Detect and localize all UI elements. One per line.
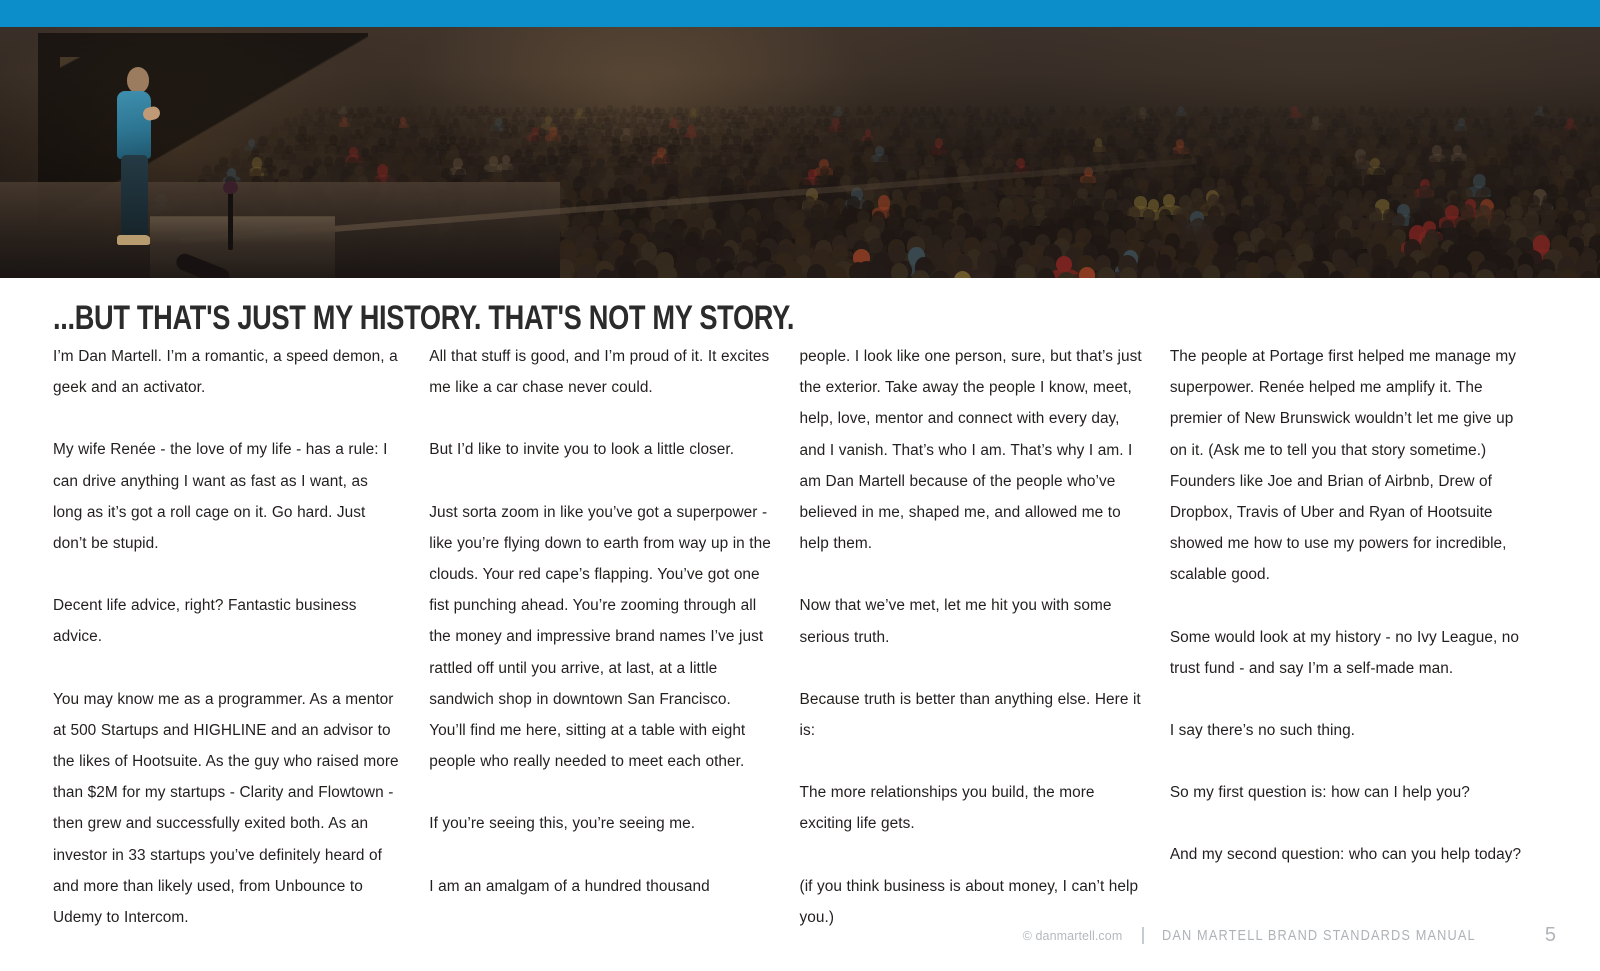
paragraph: My wife Renée - the love of my life - has a rule: I can drive anything I want as fast as I want, as long as it’s got a roll cage on it. Go hard. Just don’t be stupid. <box>53 441 388 553</box>
paragraph: people. I look like one person, sure, but that’s just the exterior. Take away the people I know, meet, help, love, mentor and connect with every day, and I vanish. That’s who I am. That’s why I am. I am Dan Martell because of the people who’ve believed in me, shaped me, and allowed me to help them. <box>799 348 1142 553</box>
paragraph: If you’re seeing this, you’re seeing me. <box>429 815 696 833</box>
paragraph: I’m Dan Martell. I’m a romantic, a speed demon, a geek and an activator. <box>53 348 398 397</box>
audience-member <box>849 262 867 278</box>
paragraph: The people at Portage first helped me manage my superpower. Renée helped me amplify it. The premier of New Brunswick wouldn’t let me give up on it. (Ask me to tell you that story sometime.) Founders like Joe and Brian of Airbnb, Drew of Dropbox, Travis of Uber and Ryan of Hootsuite showed me how to use my powers for incredible, scalable good. <box>1169 348 1516 584</box>
paragraph: (if you think business is about money, I can’t help you.) <box>799 877 1139 926</box>
audience-member <box>868 263 887 278</box>
text-column-1 <box>53 341 429 927</box>
speaker-head <box>127 67 149 93</box>
paragraph: All that stuff is good, and I’m proud of it. It excites me like a car chase never could. <box>429 348 770 397</box>
audience-member <box>1245 262 1261 278</box>
paragraph: You may know me as a programmer. As a mentor at 500 Startups and HIGHLINE and an advisor to the likes of Hootsuite. As the guy who raised more than $2M for my startups - Clarity and Flowtown - then grew and successfully exited both. As an investor in 33 startups you’ve definitely heard of and more than likely used, from Unbounce to Udemy to Intercom. <box>53 690 399 927</box>
microphone-stand <box>228 188 233 250</box>
auditorium-photograph <box>0 27 1600 278</box>
paragraph: Some would look at my history - no Ivy League, no trust fund - and say I’m a self-made man. <box>1169 628 1520 677</box>
audience-member <box>1079 267 1095 278</box>
speaker-torso <box>117 91 151 159</box>
body-columns <box>53 341 1533 927</box>
podium <box>150 216 335 278</box>
text-column-2 <box>429 341 799 895</box>
paragraph: So my first question is: how can I help you? <box>1169 784 1470 802</box>
paragraph: Just sorta zoom in like you’ve got a superpower - like you’re flying down to earth from way up in the clouds. Your red cape’s flapping. You’ve got one fist punching ahead. You’re zooming through all the money and impressive brand names I’ve just rattled off until you arrive, at last, at a little sandwich shop in downtown San Francisco. You’ll find me here, sitting at a table with eight people who really needed to meet each other. <box>429 503 771 771</box>
speaker-legs <box>121 155 148 237</box>
microphone-head <box>223 181 238 194</box>
audience-member-shoulders <box>779 275 808 278</box>
paragraph: Because truth is better than anything else. Here it is: <box>799 690 1141 740</box>
footer-divider <box>1142 927 1144 944</box>
audience-member <box>1371 266 1387 278</box>
page-number: 5 <box>1544 924 1556 946</box>
audience-member <box>1517 264 1533 278</box>
page-title: ...BUT THAT'S JUST MY HISTORY. THAT'S NOT MY STORY. <box>53 299 795 337</box>
footer-manual-title: DAN MARTELL BRAND STANDARDS MANUAL <box>1162 927 1477 944</box>
paragraph: I say there’s no such thing. <box>1169 722 1356 740</box>
audience-member <box>659 265 677 278</box>
paragraph: Now that we’ve met, let me hit you with some serious truth. <box>799 597 1112 646</box>
audience-member <box>1308 262 1329 278</box>
paragraph: And my second question: who can you help today? <box>1169 846 1522 864</box>
top-accent-bar <box>0 0 1600 27</box>
audience-member <box>1098 267 1115 278</box>
paragraph: Decent life advice, right? Fantastic business advice. <box>53 597 357 646</box>
paragraph: I am an amalgam of a hundred thousand <box>429 877 710 895</box>
text-column-4 <box>1170 341 1533 886</box>
audience-member <box>891 263 908 278</box>
footer-copyright: © danmartell.com <box>1022 928 1123 943</box>
text-column-3 <box>799 341 1170 926</box>
paragraph: But I’d like to invite you to look a little closer. <box>429 441 735 459</box>
speaker-shoes <box>117 235 151 245</box>
audience-member <box>1203 265 1220 278</box>
footer <box>1023 924 1556 947</box>
audience-member <box>1349 267 1369 278</box>
audience-member <box>619 262 636 278</box>
paragraph: The more relationships you build, the more exciting life gets. <box>799 784 1095 833</box>
hero-photo <box>0 27 1600 278</box>
